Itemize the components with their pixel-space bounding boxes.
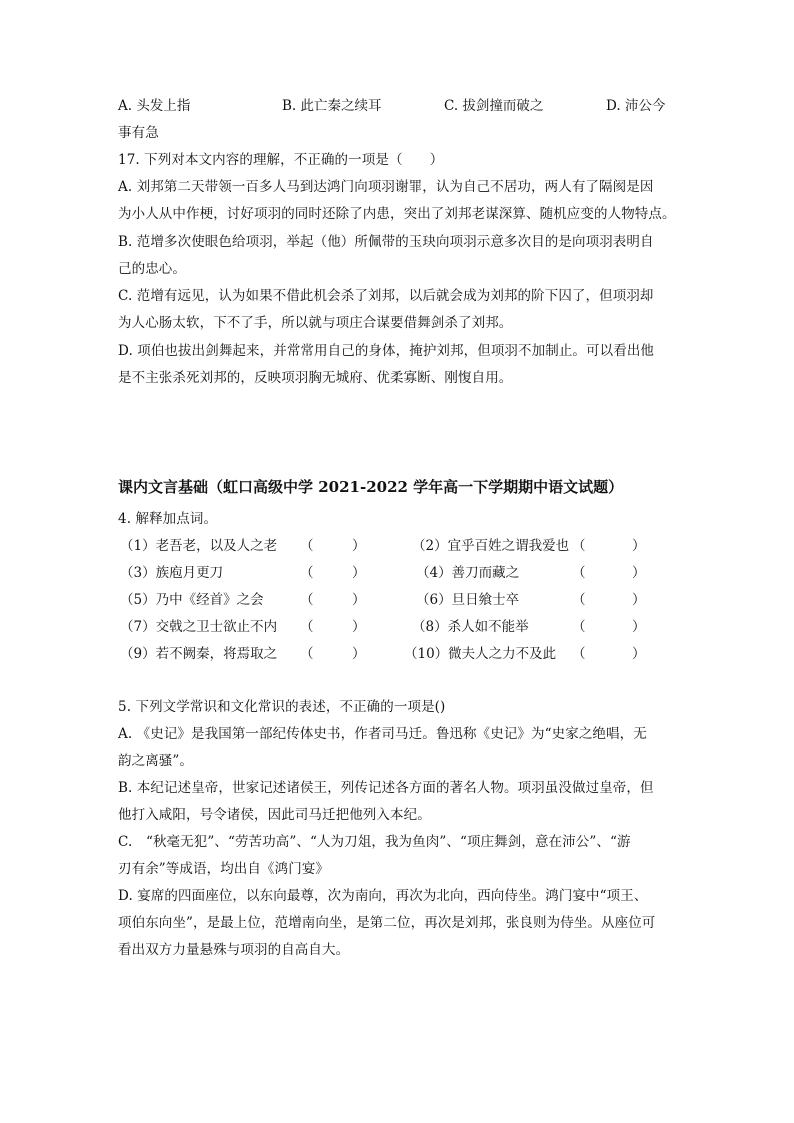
q5-option-c-line1: C. “秋毫无犯”、“劳苦功高”、“人为刀俎，我为鱼肉”、“项庄舞剑，意在沛公”、“游 xyxy=(118,834,631,850)
answer-paren-close: ） xyxy=(632,619,646,635)
answer-paren-open: （ xyxy=(300,538,314,554)
answer-paren-open: （ xyxy=(572,619,586,635)
q17-option-a-line1: A. 刘邦第二天带领一百多人马到达鸿门向项羽谢罪，认为自己不居功，两人有了隔阂是因 xyxy=(118,179,654,195)
answer-paren-open: （ xyxy=(300,565,314,581)
q4-stem: 4. 解释加点词。 xyxy=(118,511,218,527)
q17-option-b-line2: 己的忠心。 xyxy=(118,261,186,277)
q16-option-b: B. 此亡秦之续耳 xyxy=(282,98,382,114)
vocab-item-right: （8）杀人如不能举 xyxy=(412,619,529,635)
vocab-item-left: （3）族庖月更刀 xyxy=(120,565,224,581)
answer-paren-close: ） xyxy=(352,538,366,554)
q16-option-a: A. 头发上指 xyxy=(118,98,191,114)
vocab-item-right: （4）善刀而藏之 xyxy=(416,565,520,581)
q5-option-d-line3: 看出双方力量悬殊与项羽的自高自大。 xyxy=(118,942,350,958)
answer-paren-close: ） xyxy=(632,565,646,581)
answer-paren-close: ） xyxy=(632,592,646,608)
answer-paren-close: ） xyxy=(352,592,366,608)
q17-stem: 17. 下列对本文内容的理解，不正确的一项是（ ） xyxy=(118,152,444,168)
q5-option-d-line2: 项伯东向坐”，是最上位，范增南向坐，是第二位，再次是刘邦，张良则为侍坐。从座位可 xyxy=(118,915,656,931)
q5-option-b-line2: 他打入咸阳，号令诸侯，因此司马迁把他列入本纪。 xyxy=(118,807,431,823)
answer-paren-open: （ xyxy=(572,646,586,662)
q5-option-a-line1: A. 《史记》是我国第一部纪传体史书，作者司马迁。鲁迅称《史记》为“史家之绝唱，无 xyxy=(118,726,647,742)
q5-option-a-line2: 韵之离骚”。 xyxy=(118,753,194,769)
q5-option-b-line1: B. 本纪记述皇帝，世家记述诸侯王，列传记述各方面的著名人物。项羽虽没做过皇帝，但 xyxy=(118,780,654,796)
answer-paren-open: （ xyxy=(572,592,586,608)
q17-option-a-line2: 为小人从中作梗，讨好项羽的同时还除了内患，突出了刘邦老谋深算、随机应变的人物特点。 xyxy=(118,206,676,222)
answer-paren-open: （ xyxy=(300,592,314,608)
q16-option-d: D. 沛公今 xyxy=(606,98,666,114)
answer-paren-close: ） xyxy=(352,619,366,635)
answer-paren-close: ） xyxy=(632,538,646,554)
vocab-item-left: （5）乃中《经首》之会 xyxy=(120,592,264,608)
answer-paren-close: ） xyxy=(632,646,646,662)
q17-option-c-line2: 为人心肠太软，下不了手，所以就与项庄合谋要借舞剑杀了刘邦。 xyxy=(118,315,513,331)
vocab-item-right: （2）宜乎百姓之谓我爱也 xyxy=(412,538,570,554)
q16-option-c: C. 拔剑撞而破之 xyxy=(444,98,544,114)
vocab-item-left: （9）若不阙秦，将焉取之 xyxy=(120,646,278,662)
answer-paren-open: （ xyxy=(300,646,314,662)
answer-paren-open: （ xyxy=(572,565,586,581)
vocab-item-left: （7）交戟之卫士欲止不内 xyxy=(120,619,278,635)
q5-option-d-line1: D. 宴席的四面座位，以东向最尊，次为南向，再次为北向，西向侍坐。鸿门宴中“项王、 xyxy=(118,888,648,904)
q5-stem: 5. 下列文学常识和文化常识的表述，不正确的一项是() xyxy=(118,699,446,715)
answer-paren-open: （ xyxy=(572,538,586,554)
q5-option-c-line2: 刃有余”等成语，均出自《鸿门宴》 xyxy=(118,861,330,877)
q17-option-d-line1: D. 项伯也拔出剑舞起来，并常常用自己的身体，掩护刘邦，但项羽不加制止。可以看出他 xyxy=(118,343,655,359)
vocab-item-left: （1）老吾老，以及人之老 xyxy=(120,538,278,554)
vocab-item-right: （6）旦日飨士卒 xyxy=(416,592,520,608)
answer-paren-close: ） xyxy=(352,565,366,581)
answer-paren-open: （ xyxy=(300,619,314,635)
q17-option-d-line2: 是不主张杀死刘邦的，反映项羽胸无城府、优柔寡断、刚愎自用。 xyxy=(118,370,513,386)
section-heading: 课内文言基础（虹口高级中学 2021-2022 学年高一下学期期中语文试题） xyxy=(118,478,624,496)
vocab-item-right: （10）微夫人之力不及此 xyxy=(404,646,557,662)
q17-option-c-line1: C. 范增有远见，认为如果不借此机会杀了刘邦，以后就会成为刘邦的阶下囚了，但项羽却 xyxy=(118,288,654,304)
q16-option-d-continued: 事有急 xyxy=(118,125,159,141)
q17-option-b-line1: B. 范增多次使眼色给项羽，举起（他）所佩带的玉玦向项羽示意多次目的是向项羽表明自 xyxy=(118,234,654,250)
answer-paren-close: ） xyxy=(352,646,366,662)
